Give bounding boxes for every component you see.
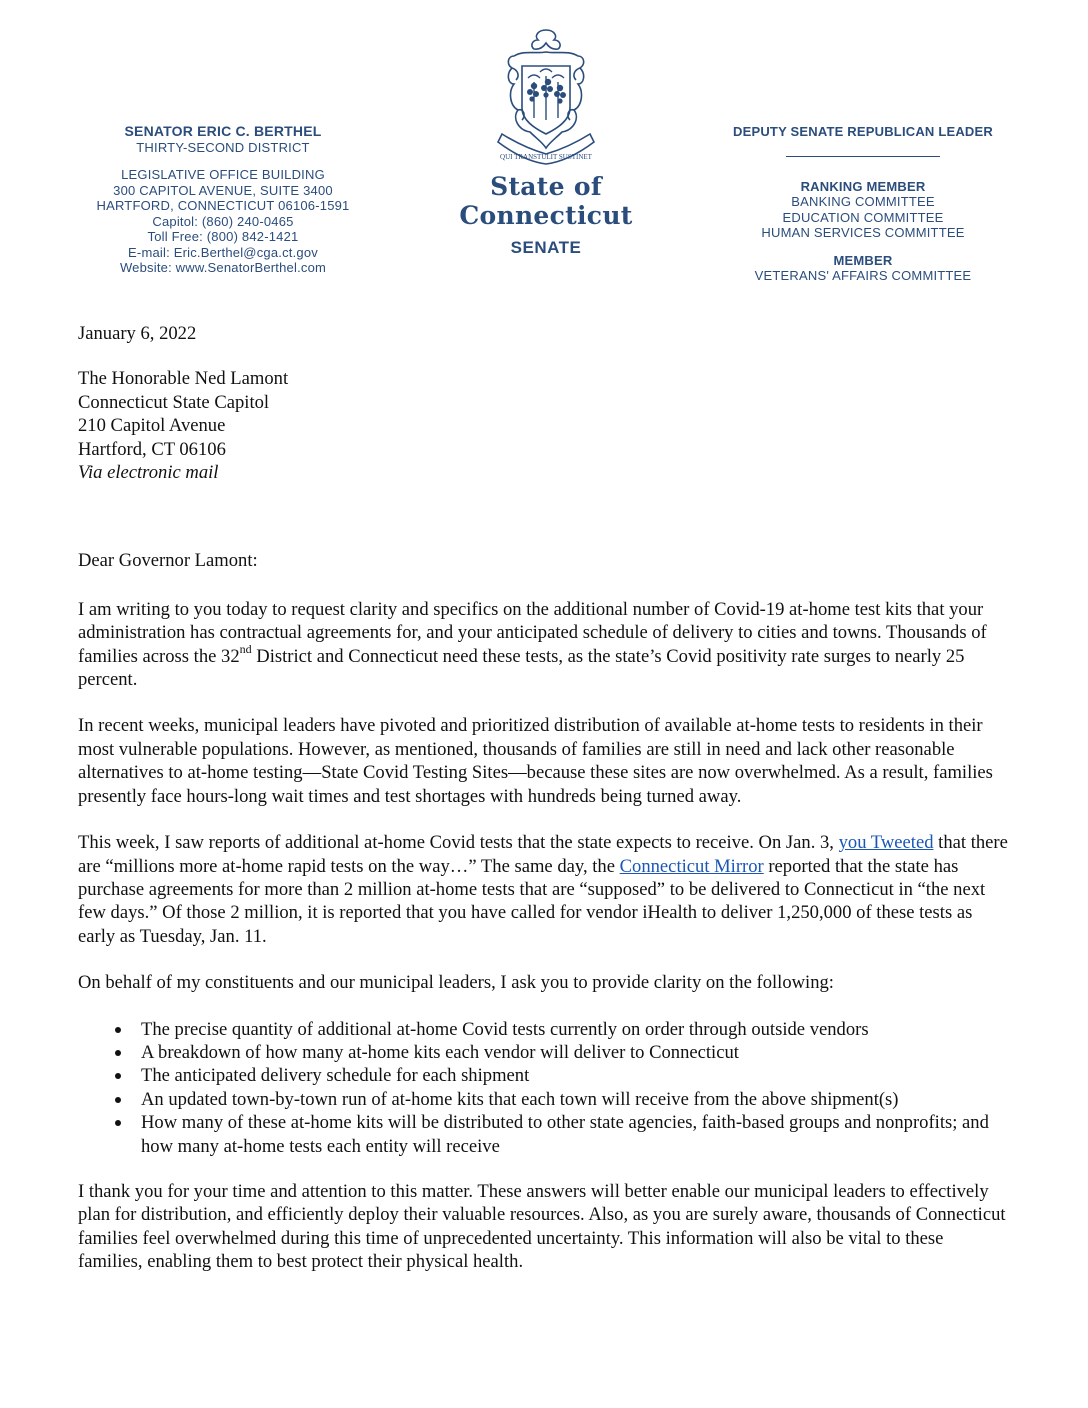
tweet-link[interactable]: you Tweeted [838,832,934,854]
state-title: State of Connecticut [459,172,633,230]
salutation: Dear Governor Lamont: [78,550,258,572]
leadership-block [728,124,998,284]
ct-mirror-link[interactable]: Connecticut Mirror [619,855,764,877]
paragraph-ask: On behalf of my constituents and our municipal leaders, I ask you to provide clarity on the following: [78,972,834,994]
recipient-address-line: 210 Capitol Avenue [78,415,226,437]
request-list [78,1018,1008,1158]
senator-website: Website: www.SenatorBerthel.com [119,260,327,275]
senator-name: SENATOR ERIC C. BERTHEL [124,123,322,139]
office-city: HARTFORD, CONNECTICUT 06106-1591 [96,198,350,213]
seal-motto: QUI TRANSTULIT SUSTINET [500,153,592,161]
letterhead [0,0,1088,300]
state-seal-block [414,26,678,258]
list-item: A breakdown of how many at-home kits each vendor will deliver to Connecticut [141,1041,1008,1064]
paragraph-closing: I thank you for your time and attention to this matter. These answers will better enable our municipal leaders to effectively plan for distribution, and efficiently deploy their valuable resources. Also, as you are surely aware, thousands of Connecticut families feel overwhelmed during this time of unprecedented uncertainty. This information will also be vital to these families, enabling them to best protect their physical health. [78,1180,1006,1273]
recipient-address-line: Connecticut State Capitol [78,391,270,413]
committee-item: HUMAN SERVICES COMMITTEE [761,225,965,240]
paragraph-reports: This week, I saw reports of additional at-home Covid tests that the state expects to receive. On Jan. 3, you Tweeted that there are “millions more at-home rapid tests on the way…” The same day, the Connecticut Mirror reported that the state has purchase agreements for more than 2 million at-home tests that are “supposed” to be delivered to Connecticut in “the next few days.” Of those 2 million, it is reported that you have called for vendor iHealth to deliver 1,250,000 of these tests as early as Tuesday, Jan. 11. [78,832,1008,947]
leadership-title: DEPUTY SENATE REPUBLICAN LEADER [733,124,993,139]
letter-body [78,322,1008,1297]
senator-district: THIRTY-SECOND DISTRICT [136,139,310,155]
connecticut-seal-icon [478,26,614,172]
list-item: An updated town-by-town run of at-home kits that each town will receive from the above shipment(s) [141,1088,1008,1111]
committee-item: EDUCATION COMMITTEE [782,209,944,225]
capitol-phone: Capitol: (860) 240-0465 [152,213,294,229]
office-building: LEGISLATIVE OFFICE BUILDING [121,167,325,182]
divider [786,156,940,157]
list-item: How many of these at-home kits will be distributed to other state agencies, faith-based groups and nonprofits; and how many at-home tests each entity will receive [141,1111,1008,1158]
committee-item: VETERANS' AFFAIRS COMMITTEE [754,268,972,283]
recipient-name: The Honorable Ned Lamont [78,368,289,390]
list-item: The anticipated delivery schedule for each shipment [141,1064,1008,1087]
list-item: The precise quantity of additional at-home Covid tests currently on order through outside vendors [141,1018,1008,1041]
recipient-address-line: Hartford, CT 06106 [78,438,226,460]
committee-item: BANKING COMMITTEE [791,194,935,209]
toll-free-phone: Toll Free: (800) 842-1421 [147,229,299,244]
chamber-name: SENATE [510,238,582,257]
member-heading: MEMBER [833,252,893,268]
letter-date: January 6, 2022 [78,323,197,344]
office-street: 300 CAPITOL AVENUE, SUITE 3400 [113,182,333,198]
paragraph-municipal-leaders: In recent weeks, municipal leaders have pivoted and prioritized distribution of available at-home tests to residents in their most vulnerable populations. However, as mentioned, thousands of families are still in need and lack other reasonable alternatives to at-home testing—State Covid Testing Sites—because these sites are now overwhelmed. As a result, families presently face hours-long wait times and test shortages with hundreds being turned away. [78,715,993,807]
senator-email: E-mail: Eric.Berthel@cga.ct.gov [128,244,318,260]
ranking-member-heading: RANKING MEMBER [800,178,926,194]
delivery-method: Via electronic mail [78,462,219,484]
paragraph-request: I am writing to you today to request clarity and specifics on the additional number of Covid-19 at-home test kits that your administration has contractual agreements for, and your anticipated schedule of delivery to cities and towns. Thousands of families across the 32nd District and Connecticut need these tests, as the state’s Covid positivity rate surges to nearly 25 percent. [78,598,987,691]
senator-contact-block [88,124,358,276]
